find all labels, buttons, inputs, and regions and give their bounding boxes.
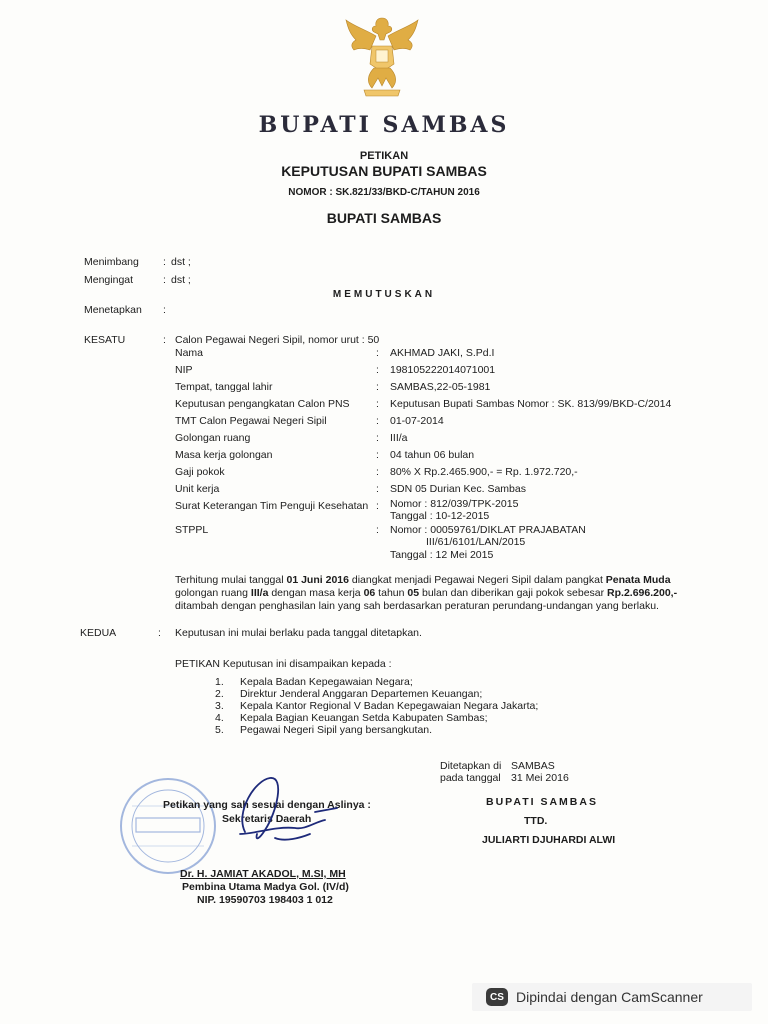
decree-number: NOMOR : SK.821/33/BKD-C/TAHUN 2016 bbox=[288, 187, 480, 198]
mengingat-label: Mengingat bbox=[84, 274, 134, 286]
field-label: Keputusan pengangkatan Calon PNS bbox=[175, 398, 350, 410]
field-colon: : bbox=[376, 524, 379, 536]
stppl-nomor-cont: III/61/6101/LAN/2015 bbox=[426, 536, 526, 548]
surat-label: Surat Keterangan Tim Penguji Kesehatan bbox=[175, 500, 369, 512]
field-colon: : bbox=[376, 415, 379, 427]
field-label: TMT Calon Pegawai Negeri Sipil bbox=[175, 415, 327, 427]
menetapkan-label: Menetapkan bbox=[84, 304, 142, 316]
document-title: BUPATI SAMBAS bbox=[258, 112, 510, 138]
menetapkan-colon: : bbox=[163, 304, 166, 316]
kesatu-intro: Calon Pegawai Negeri Sipil, nomor urut : 50 bbox=[175, 334, 380, 346]
kesatu-label: KESATU bbox=[84, 334, 126, 346]
legalization-line: Petikan yang sah sesuai dengan Aslinya : bbox=[163, 799, 371, 811]
surat-nomor: Nomor : 812/039/TPK-2015 bbox=[390, 498, 519, 510]
field-value: Keputusan Bupati Sambas Nomor : SK. 813/99/BKD-C/2014 bbox=[390, 398, 672, 410]
kesatu-colon: : bbox=[163, 334, 166, 346]
legalizer-nip: NIP. 19590703 198403 1 012 bbox=[197, 894, 333, 906]
signing-office: BUPATI SAMBAS bbox=[486, 796, 598, 808]
field-colon: : bbox=[376, 483, 379, 495]
menimbang-colon: : bbox=[163, 256, 166, 268]
legalizer-title: Sekretaris Daerah bbox=[222, 813, 312, 825]
field-colon: : bbox=[376, 398, 379, 410]
field-value: AKHMAD JAKI, S.Pd.I bbox=[390, 347, 495, 359]
field-colon: : bbox=[376, 466, 379, 478]
ditetapkan-label: Ditetapkan di bbox=[440, 760, 502, 772]
kedua-label: KEDUA bbox=[80, 627, 117, 639]
appointment-paragraph: Terhitung mulai tanggal 01 Juni 2016 diangkat menjadi Pegawai Negeri Sipil dalam pangkat Penata Muda golongan ruang III/a dengan masa kerja 06 tahun 05 bulan dan diberikan gaji pokok sebesar Rp.2.696.200,- ditambah dengan penghasilan lain yang sah berdasarkan peraturan perundang-undangan yang berlaku. bbox=[175, 574, 678, 612]
field-colon: : bbox=[376, 381, 379, 393]
handwritten-signature-icon bbox=[215, 772, 345, 862]
field-label: NIP bbox=[175, 364, 193, 376]
field-label: Unit kerja bbox=[175, 483, 220, 495]
field-colon: : bbox=[376, 347, 379, 359]
ditetapkan-value: SAMBAS bbox=[511, 760, 555, 772]
memutuskan-heading: MEMUTUSKAN bbox=[332, 289, 436, 300]
issuer-subtitle: BUPATI SAMBAS bbox=[326, 210, 442, 226]
legalizer-rank: Pembina Utama Madya Gol. (IV/d) bbox=[182, 881, 349, 893]
stppl-nomor: Nomor : 00059761/DIKLAT PRAJABATAN bbox=[390, 524, 586, 536]
field-value: 198105222014071001 bbox=[390, 364, 496, 376]
kedua-colon: : bbox=[158, 627, 161, 639]
official-stamp-icon bbox=[118, 776, 218, 876]
field-colon: : bbox=[376, 364, 379, 376]
tanggal-value: 31 Mei 2016 bbox=[511, 772, 569, 784]
surat-tanggal: Tanggal : 10-12-2015 bbox=[390, 510, 490, 522]
camscanner-watermark bbox=[472, 983, 752, 1011]
mengingat-value: dst ; bbox=[171, 274, 191, 286]
field-value: 01-07-2014 bbox=[390, 415, 444, 427]
field-value: 80% X Rp.2.465.900,- = Rp. 1.972.720,- bbox=[390, 466, 578, 478]
garuda-emblem-icon bbox=[344, 12, 420, 98]
field-value: 04 tahun 06 bulan bbox=[390, 449, 475, 461]
field-colon: : bbox=[376, 449, 379, 461]
document-page: BUPATI SAMBAS PETIKAN KEPUTUSAN BUPATI SAMBAS NOMOR : SK.821/33/BKD-C/TAHUN 2016 BUPATI SAMBAS Menimbang : dst ; Mengingat : dst ; MEMUTUSKAN Menetapkan : KESATU : Calon Pegawai Negeri Sipil, nomor urut : 50 Nama : AKHMAD JAKI, S.Pd.I NIP : 198105222014071001 Tempat, tanggal lahir : SAMBAS,22-05-1981 Keputusan pengangkatan Calon PNS : Keputusan Bupati Sambas Nomor : SK. 813/99/BKD-C/2014 TMT Calon Pegawai Negeri Sipil : 01-07-2014 Golongan ruang : III/a Masa kerja golongan : 04 tahun 06 bulan Gaji pokok : 80% X Rp.2.465.900,- = Rp. 1.972.720,- Unit kerja : SDN 05 Durian Kec. Sambas Surat Keterangan Tim Penguji Kesehatan : Nomor : 812/039/TPK-2015 Tanggal : 10-12-2015 STPPL : Nomor : 00059761/DIKLAT PRAJABATAN III/61/6101/LAN/2015 Tanggal : 12 Mei 2015 Terhitung mulai tanggal 01 Juni 2016 diangkat menjadi Pegawai Negeri Sipil dalam pangkat Penata Muda golongan ruang III/a dengan masa kerja 06 tahun 05 bulan dan diberikan gaji pokok sebesar Rp.2.696.200,- ditambah dengan penghasilan lain yang sah berdasarkan peraturan perundang-undangan yang berlaku. KEDUA : Keputusan ini mulai berlaku pada tanggal ditetapkan. PETIKAN Keputusan ini disampaikan kepada : 1. Kepala Badan Kepegawaian Negara; 2. Direktur Jenderal Anggaran Departemen Keuangan; 3. Kepala Kantor Regional V Badan Kepegawaian Negara Jakarta; 4. Kepala Bagian Keuangan Setda Kabupaten Sambas; 5. Pegawai Negeri Sipil yang bersangkutan. Ditetapkan di SAMBAS pada tanggal 31 Mei 2016 BUPATI SAMBAS TTD. JULIARTI DJUHARDI ALWI Petikan yang sah sesuai dengan Aslinya : Sekretaris Daerah Dr. H. JAMIAT AKADOL, M.SI, MH Pembina Utama Madya Gol. (IV/d) NIP. 19590703 198403 1 012 CS Dipindai dengan CamScanner bbox=[0, 0, 768, 1024]
field-label: Nama bbox=[175, 347, 204, 359]
field-colon: : bbox=[376, 432, 379, 444]
legalizer-name: Dr. H. JAMIAT AKADOL, M.SI, MH bbox=[180, 868, 346, 880]
ttd-mark: TTD. bbox=[524, 815, 548, 827]
field-label: Golongan ruang bbox=[175, 432, 251, 444]
field-value: SDN 05 Durian Kec. Sambas bbox=[390, 483, 526, 495]
field-value: III/a bbox=[390, 432, 408, 444]
signer-name: JULIARTI DJUHARDI ALWI bbox=[482, 834, 616, 846]
mengingat-colon: : bbox=[163, 274, 166, 286]
camscanner-logo-icon: CS bbox=[486, 988, 508, 1006]
stppl-label: STPPL bbox=[175, 524, 209, 536]
keputusan-heading: KEPUTUSAN BUPATI SAMBAS bbox=[281, 163, 487, 179]
stppl-tanggal: Tanggal : 12 Mei 2015 bbox=[390, 549, 494, 561]
menimbang-value: dst ; bbox=[171, 256, 191, 268]
petikan-heading: PETIKAN bbox=[359, 150, 409, 162]
kedua-value: Keputusan ini mulai berlaku pada tanggal ditetapkan. bbox=[175, 627, 422, 639]
field-value: SAMBAS,22-05-1981 bbox=[390, 381, 491, 393]
field-label: Tempat, tanggal lahir bbox=[175, 381, 273, 393]
camscanner-text: Dipindai dengan CamScanner bbox=[516, 989, 703, 1005]
tanggal-label: pada tanggal bbox=[440, 772, 501, 784]
menimbang-label: Menimbang bbox=[84, 256, 139, 268]
recipients-intro: PETIKAN Keputusan ini disampaikan kepada : bbox=[175, 658, 392, 670]
field-label: Masa kerja golongan bbox=[175, 449, 273, 461]
field-colon: : bbox=[376, 500, 379, 512]
field-label: Gaji pokok bbox=[175, 466, 225, 478]
